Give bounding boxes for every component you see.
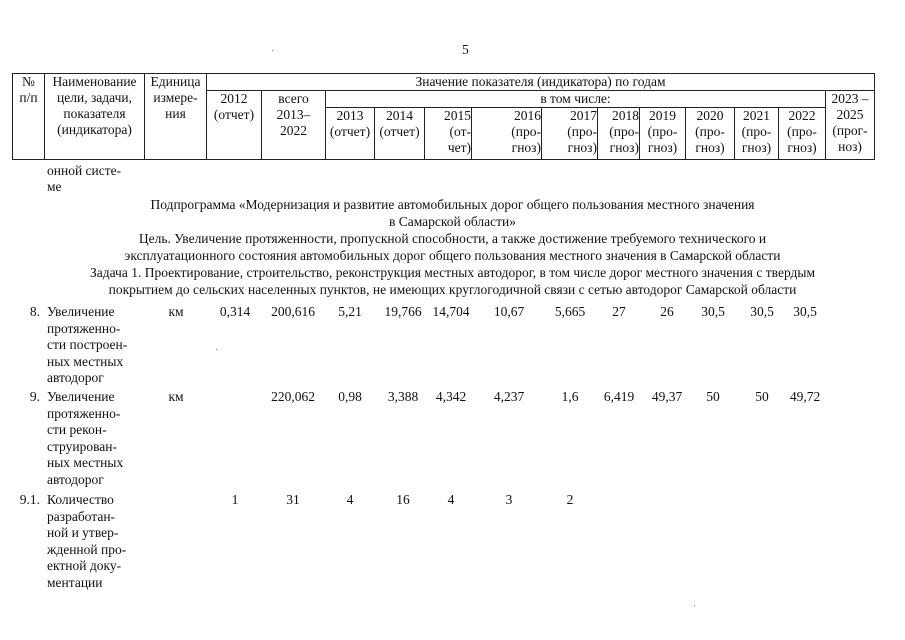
row-value: 5,21 xyxy=(338,304,362,319)
subprogram-title: Подпрограмма «Модернизация и развитие автомобильных дорог общего пользования местного значения в Самарской области» xyxy=(150,197,755,229)
row-indicator-name: Количество разработан- ной и утвер- жденной про- ектной доку- ментации xyxy=(47,492,127,590)
goal-text: Цель. Увеличение протяженности, пропускной способности, а также достижение требуемого технического и эксплуатационного состояния автомобильных дорог общего пользования местного значения в Самарской области xyxy=(124,231,781,263)
header-name: Наименование цели, задачи, показателя (индикатора) xyxy=(45,74,145,160)
header-2012: 2012 (отчет) xyxy=(207,91,262,160)
header-year: 2015 (от- чет) xyxy=(425,108,472,160)
row-value: 31 xyxy=(286,492,300,507)
header-year: 2019 (про- гноз) xyxy=(640,108,686,160)
row-value: 6,419 xyxy=(603,389,635,404)
header-year: 2013 (отчет) xyxy=(326,108,375,160)
row-value: 1,6 xyxy=(561,389,579,404)
row-value: 4 xyxy=(447,492,455,507)
scan-speck xyxy=(216,349,217,350)
row-indicator-name: Увеличение протяженно- сти построен- ных местных автодорог xyxy=(47,304,128,385)
row-value: 5,665 xyxy=(554,304,586,319)
row-unit: км xyxy=(168,304,184,319)
row-value: 49,72 xyxy=(789,389,821,404)
row-number: 8. xyxy=(29,304,40,319)
row-value: 30,5 xyxy=(750,304,774,319)
row-value: 3 xyxy=(505,492,513,507)
row-value: 50 xyxy=(755,389,769,404)
row-value: 49,37 xyxy=(651,389,683,404)
row-value: 200,616 xyxy=(271,304,315,319)
header-unit: Единица измере- ния xyxy=(145,74,207,160)
row-value: 220,062 xyxy=(271,389,315,404)
row-indicator-name: Увеличение протяженно- сти рекон- струирован- ных местных автодорог xyxy=(47,389,124,487)
header-year: 2018 (про- гноз) xyxy=(598,108,640,160)
row-value: 0,314 xyxy=(219,304,251,319)
header-year: 2022 (про- гноз) xyxy=(779,108,826,160)
header-year: 2014 (отчет) xyxy=(375,108,425,160)
header-year: 2017 (про- гноз) xyxy=(542,108,598,160)
row-value: 4 xyxy=(346,492,354,507)
scan-speck xyxy=(272,50,273,51)
task-text: Задача 1. Проектирование, строительство, реконструкция местных автодорог, в том числе дорог местного значения с твердым покрытием до сельских населенных пунктов, не имеющих круглогодичной связи с сетью автодорог Самарской области xyxy=(89,265,816,297)
header-year: 2021 (про- гноз) xyxy=(735,108,779,160)
header-values-title: Значение показателя (индикатора) по годам xyxy=(207,74,875,91)
header-num: № п/п xyxy=(13,74,45,160)
indicator-table-header xyxy=(12,73,875,160)
row-value: 3,388 xyxy=(387,389,419,404)
row-value: 2 xyxy=(566,492,574,507)
row-value: 0,98 xyxy=(338,389,362,404)
row-value: 1 xyxy=(231,492,239,507)
row-number: 9.1. xyxy=(19,492,40,507)
row-value: 30,5 xyxy=(701,304,725,319)
row-value: 14,704 xyxy=(432,304,470,319)
row-value: 4,237 xyxy=(493,389,525,404)
header-2023-2025: 2023 – 2025 (прог- ноз) xyxy=(826,91,875,160)
row-number: 9. xyxy=(29,389,40,404)
row-value: 4,342 xyxy=(435,389,467,404)
row-value: 19,766 xyxy=(384,304,422,319)
header-year: 2020 (про- гноз) xyxy=(686,108,735,160)
scan-speck xyxy=(694,605,695,606)
carryover-text: онной систе- ме xyxy=(47,163,122,194)
header-in-that-number: в том числе: xyxy=(326,91,826,108)
row-value: 26 xyxy=(660,304,674,319)
row-value: 30,5 xyxy=(793,304,817,319)
page-number: 5 xyxy=(462,42,469,57)
row-value: 10,67 xyxy=(493,304,525,319)
header-total: всего 2013– 2022 xyxy=(262,91,326,160)
header-year: 2016 (про- гноз) xyxy=(472,108,542,160)
row-value: 16 xyxy=(396,492,410,507)
row-value: 50 xyxy=(706,389,720,404)
row-unit: км xyxy=(168,389,184,404)
row-value: 27 xyxy=(612,304,626,319)
